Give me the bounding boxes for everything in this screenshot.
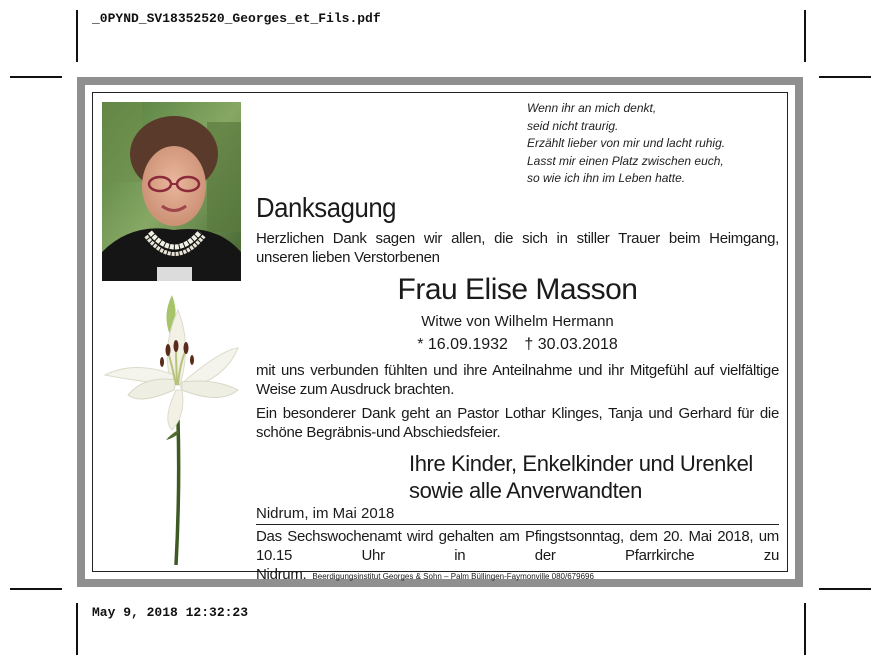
body-text-1: mit uns verbunden fühlten und ihre Anteilnahme und ihr Mitgefühl auf vielfältige Weise zum Ausdruck brachten.	[256, 362, 779, 398]
family-signature	[409, 450, 753, 504]
family-line: Ihre Kinder, Enkelkinder und Urenkel	[409, 451, 753, 476]
poem-line: Lasst mir einen Platz zwischen euch,	[527, 153, 724, 168]
birth-date: * 16.09.1932	[417, 336, 508, 353]
crop-mark	[76, 603, 78, 655]
crop-mark	[804, 603, 806, 655]
crop-mark	[10, 76, 62, 78]
family-line: sowie alle Anverwandten	[409, 478, 642, 503]
memorial-text: Das Sechswochenamt wird gehalten am Pfingstsonntag, dem 20. Mai 2018, um 10.15 Uhr in der Pfarrkirche zu Nidrum.	[256, 528, 779, 583]
poem	[527, 100, 725, 188]
poem-line: Erzählt lieber von mir und lacht ruhig.	[527, 136, 726, 150]
portrait-photo	[102, 102, 241, 281]
life-dates	[256, 336, 779, 354]
crop-mark	[76, 10, 78, 62]
body-text-2: Ein besonderer Dank geht an Pastor Lothar Klinges, Tanja und Gerhard für die schöne Begräbnis-und Abschiedsfeier.	[256, 405, 779, 441]
deceased-name: Frau Elise Masson	[397, 273, 638, 306]
poem-line: seid nicht traurig.	[527, 118, 619, 133]
intro-text: Herzlichen Dank sagen wir allen, die sich in stiller Trauer beim Heimgang, unseren lieben Verstorbenen	[256, 230, 779, 266]
print-timestamp: May 9, 2018 12:32:23	[92, 605, 249, 620]
place-date: Nidrum, im Mai 2018	[256, 505, 395, 522]
crop-mark	[10, 588, 62, 590]
memorial-service-text	[256, 527, 779, 586]
crop-mark	[819, 588, 871, 590]
widow-line: Witwe von Wilhelm Hermann	[421, 313, 614, 330]
death-date: † 30.03.2018	[524, 336, 618, 353]
crop-mark	[804, 10, 806, 62]
poem-line: so wie ich ihn im Leben hatte.	[527, 171, 686, 185]
lily-flower-image	[100, 290, 245, 565]
crop-mark	[819, 76, 871, 78]
undertaker-credit: Beerdigungsinstitut Georges & Sohn – Palm Büllingen-Faymonville 080/679696	[312, 572, 594, 581]
notice-title: Danksagung	[256, 192, 397, 223]
poem-line: Wenn ihr an mich denkt,	[527, 101, 657, 115]
divider	[256, 524, 779, 525]
file-name: _0PYND_SV18352520_Georges_et_Fils.pdf	[92, 11, 381, 26]
